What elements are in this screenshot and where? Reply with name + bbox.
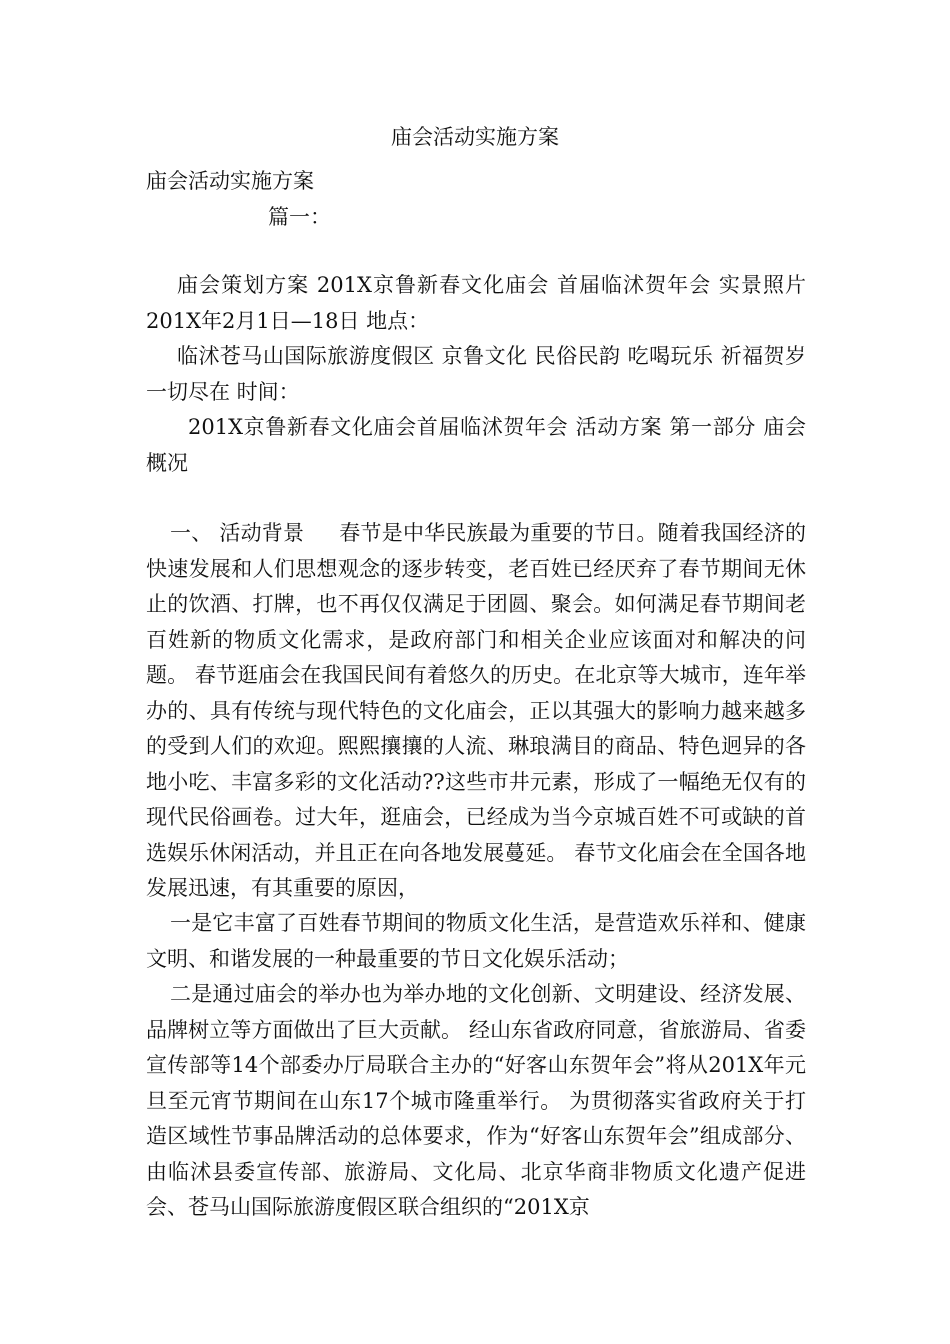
paragraph-intro: 庙会策划方案 201X京鲁新春文化庙会 首届临沭贺年会 实景照片 201X年2月1日—18日 地点： bbox=[146, 273, 806, 333]
paragraph-reason-two: 二是通过庙会的举办也为举办地的文化创新、文明建设、经济发展、品牌树立等方面做出了巨大贡献。 经山东省政府同意，省旅游局、省委宣传部等14个部委办厅局联合主办的“好客山东贺年会”将从201X年元旦至元宵节期间在山东17个城市隆重举行。 为贯彻落实省政府关于打造区域性节事品牌活动的总体要求，作为“好客山东贺年会”组成部分、由临沭县委宣传部、旅游局、文化局、北京华商非物质文化遗产促进会、苍马山国际旅游度假区联合组织的“201X京 bbox=[146, 982, 806, 1219]
document-title: 庙会活动实施方案 bbox=[391, 125, 559, 149]
paragraph-reason-one: 一是它丰富了百姓春节期间的物质文化生活，是营造欢乐祥和、健康文明、和谐发展的一种最重要的节日文化娱乐活动； bbox=[146, 911, 806, 971]
paragraph-location: 临沭苍马山国际旅游度假区 京鲁文化 民俗民韵 吃喝玩乐 祈福贺岁 一切尽在 时间： bbox=[146, 344, 806, 404]
document-subheading: 篇一： bbox=[268, 205, 331, 229]
document-heading: 庙会活动实施方案 bbox=[146, 169, 314, 193]
paragraph-overview: 201X京鲁新春文化庙会首届临沭贺年会 活动方案 第一部分 庙会概况 bbox=[146, 415, 806, 475]
paragraph-background: 一、 活动背景 春节是中华民族最为重要的节日。随着我国经济的快速发展和人们思想观念的逐步转变，老百姓已经厌弃了春节期间无休止的饮酒、打牌，也不再仅仅满足于团圆、聚会。如何满足春节期间老百姓新的物质文化需求，是政府部门和相关企业应该面对和解决的问题。 春节逛庙会在我国民间有着悠久的历史。在北京等大城市，连年举办的、具有传统与现代特色的文化庙会，正以其强大的影响力越来越多的受到人们的欢迎。熙熙攘攘的人流、琳琅满目的商品、特色迥异的各地小吃、丰富多彩的文化活动??这些市井元素，形成了一幅绝无仅有的现代民俗画卷。过大年，逛庙会，已经成为当今京城百姓不可或缺的首选娱乐休闲活动，并且正在向各地发展蔓延。 春节文化庙会在全国各地发展迅速，有其重要的原因， bbox=[146, 521, 806, 900]
